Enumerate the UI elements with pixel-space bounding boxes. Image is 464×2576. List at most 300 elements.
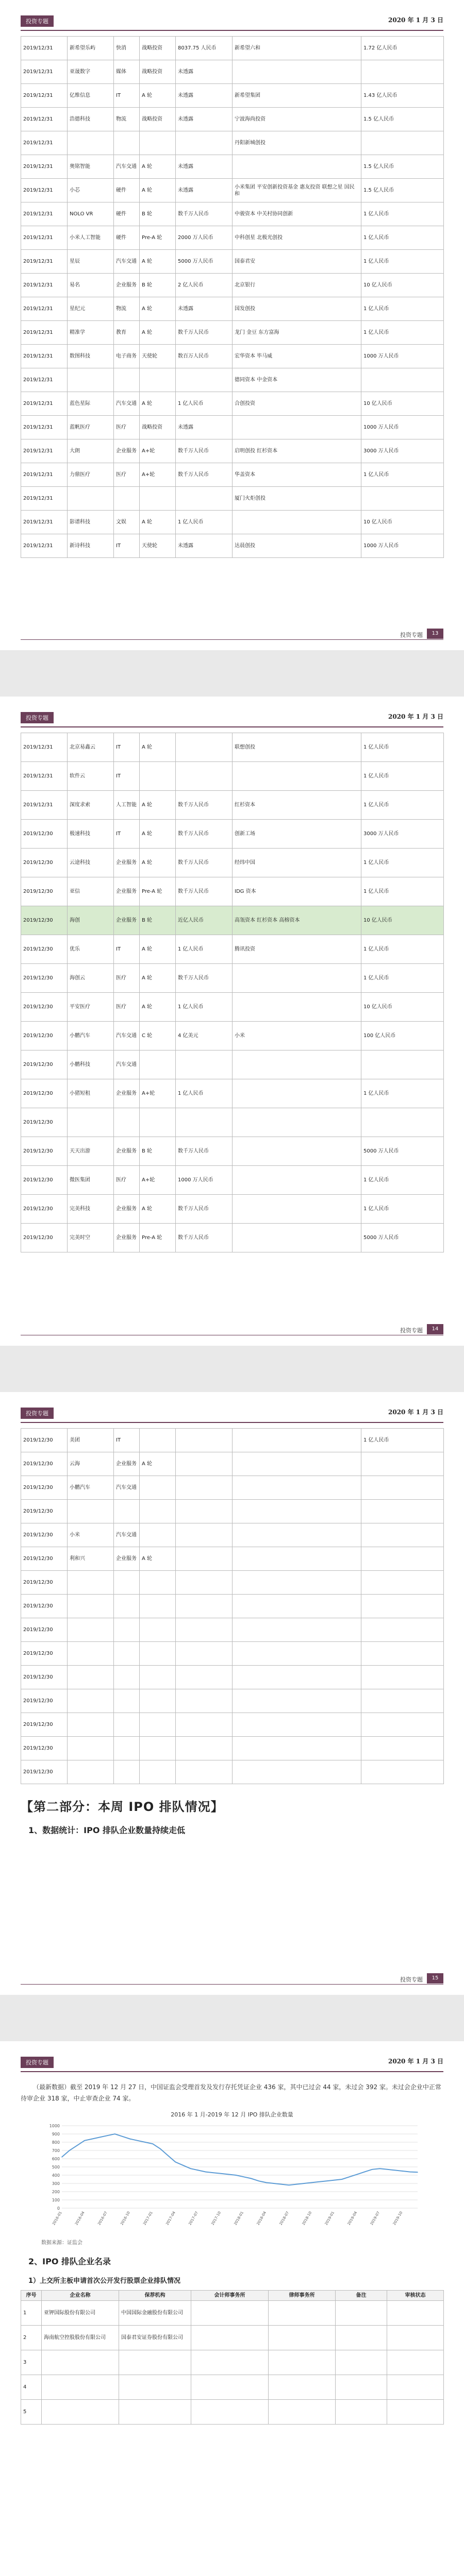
table-cell: 2019/12/30 — [21, 1523, 68, 1547]
table-cell — [233, 1195, 361, 1224]
table-cell — [68, 131, 114, 155]
table-row — [21, 877, 444, 906]
table-cell: 4 亿美元 — [176, 1022, 233, 1050]
table-cell: 2019/12/31 — [21, 762, 68, 791]
table-cell: 新希望集团 — [233, 84, 361, 108]
data-point — [190, 2168, 191, 2169]
table-cell: 数千万人民币 — [176, 820, 233, 849]
column-header: 会计师事务所 — [191, 2291, 269, 2301]
table-row — [21, 1476, 444, 1500]
table-cell: 医疗 — [114, 1166, 140, 1195]
table-cell: A 轮 — [140, 250, 176, 274]
financing-table — [21, 36, 444, 558]
table-cell: 完美科技 — [68, 1195, 114, 1224]
x-tick-label: 2019-01 — [324, 2211, 336, 2226]
data-point — [107, 2135, 108, 2136]
table-cell: 亚信 — [68, 877, 114, 906]
table-cell — [140, 1689, 176, 1713]
table-cell — [140, 1713, 176, 1737]
table-row — [21, 791, 444, 820]
table-cell — [114, 1713, 140, 1737]
page-footer — [21, 1973, 443, 1985]
table-cell — [191, 2375, 269, 2400]
x-tick-label: 2016-07 — [97, 2211, 108, 2226]
table-cell: 海创云 — [68, 964, 114, 993]
table-cell: 2019/12/31 — [21, 60, 68, 84]
header-tag: 投资专题 — [21, 712, 54, 723]
table-row — [21, 1618, 444, 1642]
section-heading: 2、IPO 排队企业名录 — [28, 2257, 111, 2266]
x-tick-label: 2016-01 — [52, 2211, 63, 2226]
table-row — [21, 2326, 444, 2350]
page-number: 15 — [427, 1973, 443, 1984]
table-cell — [176, 1642, 233, 1666]
data-point — [236, 2175, 237, 2176]
table-row — [21, 439, 444, 463]
data-point — [334, 2180, 335, 2181]
table-cell: A 轮 — [140, 733, 176, 762]
table-row — [21, 2350, 444, 2375]
table-row — [21, 274, 444, 297]
table-cell: 龙门 金豆 东方富海 — [233, 321, 361, 345]
table-cell: 北京银行 — [233, 274, 361, 297]
header-date: 2020 年 1 月 3 日 — [388, 2058, 443, 2065]
table-cell — [68, 1642, 114, 1666]
table-row — [21, 60, 444, 84]
table-row — [21, 762, 444, 791]
table-row — [21, 108, 444, 131]
table-cell: 小芯 — [68, 179, 114, 202]
data-point — [220, 2173, 221, 2174]
table-cell: 汽车交通 — [114, 250, 140, 274]
page-gap — [0, 650, 464, 697]
table-cell: 硬件 — [114, 202, 140, 226]
table-cell — [140, 1666, 176, 1689]
table-cell: 2019/12/30 — [21, 1429, 68, 1452]
table-cell: 2019/12/30 — [21, 1737, 68, 1760]
table-cell: 美团 — [68, 1429, 114, 1452]
table-cell: 电子商务 — [114, 345, 140, 368]
table-cell: 2019/12/30 — [21, 1195, 68, 1224]
table-cell: 10 亿人民币 — [361, 274, 444, 297]
table-cell: 奥铭智能 — [68, 155, 114, 179]
table-cell — [114, 368, 140, 392]
table-cell: 2019/12/31 — [21, 392, 68, 416]
table-cell — [361, 1500, 444, 1523]
table-row — [21, 2400, 444, 2425]
table-cell — [269, 2301, 336, 2326]
table-row — [21, 1523, 444, 1547]
table-cell: 企业服务 — [114, 877, 140, 906]
table-cell: 企业服务 — [114, 1195, 140, 1224]
table-cell: 小米人工智能 — [68, 226, 114, 250]
table-cell: 2019/12/30 — [21, 964, 68, 993]
table-cell — [140, 1737, 176, 1760]
table-row — [21, 1737, 444, 1760]
table-cell: 1 亿人民币 — [361, 463, 444, 487]
data-point — [357, 2174, 358, 2175]
table-cell: 1 亿人民币 — [176, 1079, 233, 1108]
table-cell: 优乐 — [68, 935, 114, 964]
table-header-row — [21, 2291, 444, 2301]
table-cell — [68, 1737, 114, 1760]
table-cell: 硬件 — [114, 226, 140, 250]
page-footer — [21, 629, 443, 640]
table-cell: 云海 — [68, 1452, 114, 1476]
footer-name: 投资专题 — [400, 1976, 423, 1983]
table-cell: 文娱 — [114, 511, 140, 534]
table-cell — [119, 2350, 191, 2375]
table-cell: 物流 — [114, 108, 140, 131]
table-cell — [233, 155, 361, 179]
table-cell: 2019/12/30 — [21, 1079, 68, 1108]
table-cell — [361, 1689, 444, 1713]
table-cell: 1 — [21, 2301, 42, 2326]
table-cell: A 轮 — [140, 1452, 176, 1476]
table-cell — [176, 1108, 233, 1137]
table-cell: 快消 — [114, 37, 140, 60]
table-row — [21, 37, 444, 60]
data-point — [387, 2169, 388, 2170]
table-cell: A 轮 — [140, 297, 176, 321]
table-cell: 未透露 — [176, 84, 233, 108]
table-cell: 创新工场 — [233, 820, 361, 849]
data-point — [152, 2143, 153, 2144]
table-cell: 1 亿人民币 — [361, 321, 444, 345]
table-cell: 易名 — [68, 274, 114, 297]
table-cell: 1 亿人民币 — [361, 202, 444, 226]
table-cell: 5 — [21, 2400, 42, 2425]
table-cell: A 轮 — [140, 935, 176, 964]
table-cell — [233, 1666, 361, 1689]
table-cell: A+轮 — [140, 1166, 176, 1195]
table-cell: 企业服务 — [114, 1452, 140, 1476]
table-cell: 2019/12/30 — [21, 1760, 68, 1784]
table-cell: 5000 万人民币 — [176, 250, 233, 274]
table-cell: 平安医疗 — [68, 993, 114, 1022]
table-cell: 亿维信息 — [68, 84, 114, 108]
table-cell: 战略投资 — [140, 37, 176, 60]
table-row — [21, 250, 444, 274]
table-cell — [233, 1079, 361, 1108]
table-cell: 国发创投 — [233, 297, 361, 321]
table-row — [21, 463, 444, 487]
table-row — [21, 1666, 444, 1689]
table-cell: 1000 万人民币 — [361, 534, 444, 558]
table-cell — [114, 1500, 140, 1523]
table-cell — [119, 2375, 191, 2400]
table-cell: A 轮 — [140, 179, 176, 202]
table-cell: 联想创投 — [233, 733, 361, 762]
table-cell — [42, 2400, 119, 2425]
table-cell — [140, 1050, 176, 1079]
table-cell: 经纬中国 — [233, 849, 361, 877]
table-row — [21, 2375, 444, 2400]
table-cell: B 轮 — [140, 1137, 176, 1166]
table-cell: 2019/12/30 — [21, 1500, 68, 1523]
data-point — [410, 2172, 411, 2173]
table-cell — [176, 733, 233, 762]
table-cell: Pre-A 轮 — [140, 1224, 176, 1252]
table-row — [21, 935, 444, 964]
table-cell: A 轮 — [140, 964, 176, 993]
table-row — [21, 392, 444, 416]
table-cell — [140, 1618, 176, 1642]
table-cell: 利和兴 — [68, 1547, 114, 1571]
table-cell: 红杉资本 — [233, 791, 361, 820]
table-cell: A 轮 — [140, 849, 176, 877]
report-page-3 — [0, 1392, 464, 1995]
table-row — [21, 1166, 444, 1195]
data-point — [175, 2162, 176, 2163]
table-row — [21, 1195, 444, 1224]
table-cell: 人工智能 — [114, 791, 140, 820]
ipo-summary-paragraph: （最新数据）截至 2019 年 12 月 27 日，中国证监会受理首发及发行存托凭证企业 436 家，其中已过会 44 家，未过会 392 家。未过会企业中正常待审企业 318 家，中止审查企业 74 家。 — [21, 2083, 441, 2102]
table-cell: 未透露 — [176, 416, 233, 439]
table-cell: 1.5 亿人民币 — [361, 108, 444, 131]
table-cell — [140, 368, 176, 392]
table-cell — [68, 1595, 114, 1618]
table-cell — [68, 1618, 114, 1642]
table-cell: 未透露 — [176, 60, 233, 84]
table-cell: 1 亿人民币 — [176, 935, 233, 964]
table-cell: A 轮 — [140, 993, 176, 1022]
table-cell: 10 亿人民币 — [361, 993, 444, 1022]
table-row — [21, 849, 444, 877]
table-row — [21, 487, 444, 511]
subsection-heading: 1）上交所主板申请首次公开发行股票企业排队情况 — [28, 2277, 181, 2285]
data-point — [213, 2172, 214, 2173]
table-cell: 数图科技 — [68, 345, 114, 368]
data-point — [122, 2136, 123, 2137]
table-cell: 深度求索 — [68, 791, 114, 820]
table-cell: 2019/12/30 — [21, 1595, 68, 1618]
table-cell: 2019/12/31 — [21, 487, 68, 511]
table-cell: 教育 — [114, 321, 140, 345]
table-cell — [140, 1642, 176, 1666]
table-cell: 中国国际金融股份有限公司 — [119, 2301, 191, 2326]
table-cell: 2000 万人民币 — [176, 226, 233, 250]
table-cell — [42, 2350, 119, 2375]
ipo-queue-chart — [41, 2110, 423, 2236]
data-point — [137, 2140, 138, 2141]
data-point — [168, 2155, 169, 2156]
x-tick-label: 2018-07 — [278, 2211, 290, 2226]
table-cell: 数千万人民币 — [176, 964, 233, 993]
table-cell: 企业服务 — [114, 1224, 140, 1252]
table-row — [21, 1547, 444, 1571]
line-chart-svg — [41, 2121, 423, 2234]
table-row — [21, 1642, 444, 1666]
table-cell: 1 亿人民币 — [361, 1079, 444, 1108]
table-cell: 1.5 亿人民币 — [361, 179, 444, 202]
table-cell — [361, 1642, 444, 1666]
table-cell: 国泰君安 — [233, 250, 361, 274]
footer-name: 投资专题 — [400, 1327, 423, 1334]
table-cell — [233, 416, 361, 439]
table-cell — [140, 1760, 176, 1784]
table-cell: 企业服务 — [114, 849, 140, 877]
header-tag: 投资专题 — [21, 2057, 54, 2068]
table-cell: 5000 万人民币 — [361, 1137, 444, 1166]
table-cell: 医疗 — [114, 993, 140, 1022]
data-point — [304, 2183, 305, 2184]
series-line — [62, 2134, 418, 2185]
table-cell — [361, 1547, 444, 1571]
table-cell: 小鹏汽车 — [68, 1476, 114, 1500]
header-tag: 投资专题 — [21, 15, 54, 27]
table-row — [21, 179, 444, 202]
table-cell: 2019/12/30 — [21, 877, 68, 906]
data-point — [243, 2176, 244, 2177]
table-cell — [387, 2326, 444, 2350]
table-cell — [361, 1571, 444, 1595]
page-header — [21, 2041, 443, 2072]
table-cell — [336, 2400, 387, 2425]
table-cell: 数千万人民币 — [176, 877, 233, 906]
table-cell — [361, 487, 444, 511]
table-cell: 1 亿人民币 — [361, 849, 444, 877]
data-point — [114, 2133, 115, 2134]
table-cell — [176, 1618, 233, 1642]
table-cell — [176, 1571, 233, 1595]
data-point — [129, 2139, 130, 2140]
page-gap — [0, 1995, 464, 2041]
data-point — [372, 2169, 373, 2170]
table-row — [21, 1595, 444, 1618]
table-cell: 2019/12/31 — [21, 368, 68, 392]
table-cell: 1 亿人民币 — [176, 993, 233, 1022]
table-cell — [233, 1452, 361, 1476]
table-cell — [68, 1713, 114, 1737]
table-cell: IT — [114, 733, 140, 762]
table-cell: 2019/12/31 — [21, 84, 68, 108]
table-cell — [387, 2301, 444, 2326]
table-cell: 华盖资本 — [233, 463, 361, 487]
table-cell: 10 亿人民币 — [361, 392, 444, 416]
table-cell: 完美时空 — [68, 1224, 114, 1252]
table-cell — [233, 1689, 361, 1713]
table-cell: A 轮 — [140, 392, 176, 416]
table-cell — [176, 1500, 233, 1523]
table-cell: 浩德科技 — [68, 108, 114, 131]
table-cell: NOLO VR — [68, 202, 114, 226]
column-header: 保荐机构 — [119, 2291, 191, 2301]
table-cell: 汽车交通 — [114, 155, 140, 179]
page-footer — [21, 1324, 443, 1335]
table-cell: 1 亿人民币 — [361, 733, 444, 762]
x-tick-label: 2019-04 — [346, 2211, 358, 2226]
table-cell — [114, 1666, 140, 1689]
table-cell: 2019/12/30 — [21, 820, 68, 849]
table-cell: 战略投资 — [140, 60, 176, 84]
table-cell: IT — [114, 84, 140, 108]
table-cell: 2019/12/30 — [21, 1689, 68, 1713]
table-cell: 硬件 — [114, 179, 140, 202]
table-cell: 汽车交通 — [114, 1050, 140, 1079]
y-tick-label: 1000 — [49, 2124, 60, 2128]
x-tick-label: 2019-07 — [369, 2211, 381, 2226]
data-point — [349, 2176, 350, 2177]
table-cell: 1 亿人民币 — [361, 1166, 444, 1195]
table-cell: 新诗科技 — [68, 534, 114, 558]
table-cell: 2019/12/31 — [21, 297, 68, 321]
chart-title: 2016 年 1 月-2019 年 12 月 IPO 排队企业数量 — [171, 2111, 293, 2118]
table-cell: 战略投资 — [140, 108, 176, 131]
table-row — [21, 906, 444, 935]
table-cell — [176, 1689, 233, 1713]
table-cell: 3000 万人民币 — [361, 820, 444, 849]
table-cell: 2019/12/31 — [21, 791, 68, 820]
table-cell: 2019/12/30 — [21, 1452, 68, 1476]
table-cell — [176, 1452, 233, 1476]
table-cell — [361, 1476, 444, 1500]
table-cell: 汽车交通 — [114, 1022, 140, 1050]
table-cell: 蓝色星际 — [68, 392, 114, 416]
table-cell: 小米 — [68, 1523, 114, 1547]
table-cell: 2019/12/30 — [21, 1050, 68, 1079]
table-cell: 2019/12/31 — [21, 439, 68, 463]
data-point — [251, 2178, 252, 2179]
table-row — [21, 202, 444, 226]
table-cell — [176, 1666, 233, 1689]
table-cell: 1 亿人民币 — [361, 297, 444, 321]
data-point — [197, 2170, 198, 2171]
table-cell — [336, 2375, 387, 2400]
table-cell: 1 亿人民币 — [361, 964, 444, 993]
table-cell — [336, 2301, 387, 2326]
table-cell: 影谱科技 — [68, 511, 114, 534]
table-row — [21, 1689, 444, 1713]
table-row — [21, 993, 444, 1022]
table-cell — [140, 1523, 176, 1547]
data-point — [281, 2184, 282, 2185]
y-tick-label: 700 — [52, 2148, 60, 2153]
table-cell: 合创投资 — [233, 392, 361, 416]
table-cell: 中科创星 北极光创投 — [233, 226, 361, 250]
table-cell: 精准学 — [68, 321, 114, 345]
table-row — [21, 1713, 444, 1737]
table-cell — [140, 1108, 176, 1137]
table-row — [21, 1108, 444, 1137]
table-cell — [233, 1571, 361, 1595]
table-row — [21, 1452, 444, 1476]
financing-table — [21, 733, 444, 1252]
x-tick-label: 2018-10 — [301, 2211, 313, 2226]
table-cell: A 轮 — [140, 155, 176, 179]
data-point — [228, 2174, 229, 2175]
table-cell — [387, 2400, 444, 2425]
table-cell: 微医集团 — [68, 1166, 114, 1195]
table-cell: 宏华资本 毕马威 — [233, 345, 361, 368]
table-cell — [176, 1713, 233, 1737]
table-cell: 1000 万人民币 — [176, 1166, 233, 1195]
table-cell — [114, 1618, 140, 1642]
table-cell: 2019/12/30 — [21, 1666, 68, 1689]
table-cell — [176, 1476, 233, 1500]
table-cell: 蓝帆医疗 — [68, 416, 114, 439]
table-cell: 2019/12/30 — [21, 1166, 68, 1195]
table-cell: 1000 万人民币 — [361, 416, 444, 439]
table-cell: 腾讯投资 — [233, 935, 361, 964]
table-cell: 10 亿人民币 — [361, 906, 444, 935]
data-point — [266, 2182, 267, 2183]
table-cell: 2019/12/30 — [21, 1713, 68, 1737]
y-tick-label: 100 — [52, 2198, 60, 2202]
table-cell: 2019/12/31 — [21, 226, 68, 250]
table-cell: 战略投资 — [140, 416, 176, 439]
table-cell: 2019/12/30 — [21, 1618, 68, 1642]
